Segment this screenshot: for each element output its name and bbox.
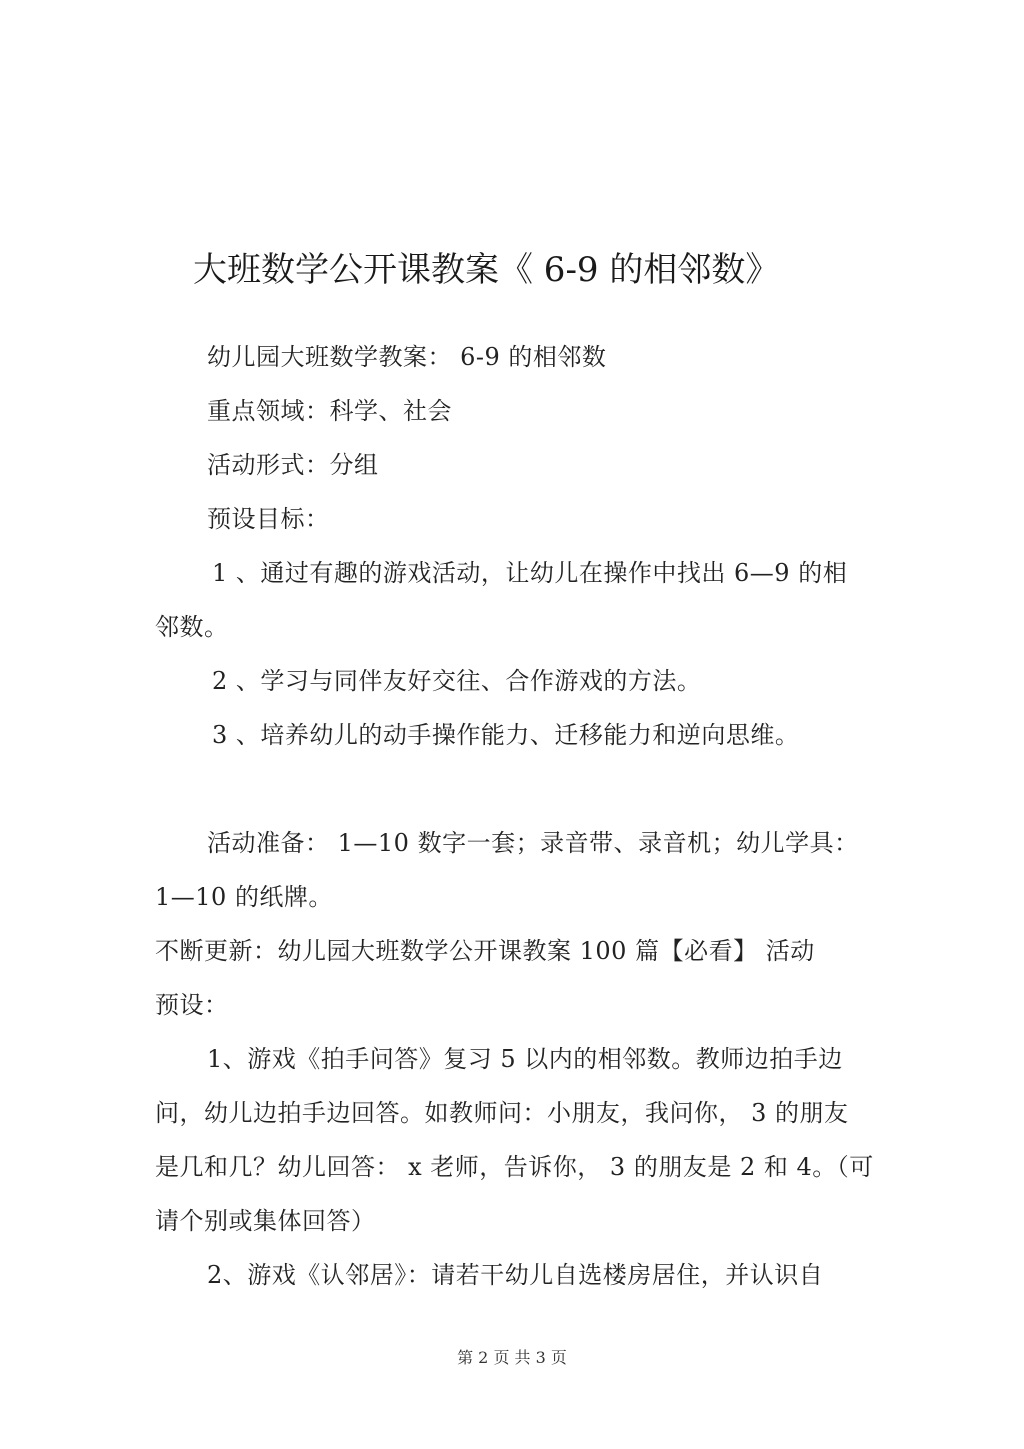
text-line-lesson-name: 幼儿园大班数学教案： 6-9 的相邻数 [207, 343, 607, 371]
text-line-preparation: 活动准备： 1—10 数字一套；录音带、录音机；幼儿学具： [207, 829, 859, 857]
text-line-goal-1-cont: 邻数。 [155, 613, 229, 641]
text-line-game-1-cont-b: 是几和几？幼儿回答： x 老师，告诉你， 3 的朋友是 2 和 4。（可 [155, 1153, 874, 1181]
text-line-game-1-cont-a: 问，幼儿边拍手边回答。如教师问：小朋友，我问你， 3 的朋友 [155, 1099, 849, 1127]
text-line-goal-1: 1 、通过有趣的游戏活动，让幼儿在操作中找出 6—9 的相 [212, 559, 848, 587]
text-line-update-note: 不断更新：幼儿园大班数学公开课教案 100 篇【必看】 活动 [155, 937, 815, 965]
document-title: 大班数学公开课教案《 6-9 的相邻数》 [193, 250, 780, 290]
text-line-activity-form: 活动形式：分组 [207, 451, 379, 479]
page-footer: 第 2 页 共 3 页 [457, 1348, 567, 1367]
text-line-goals-heading: 预设目标： [207, 505, 330, 533]
text-line-game-1-cont-c: 请个别或集体回答） [155, 1207, 376, 1235]
text-line-game-1: 1、游戏《拍手问答》复习 5 以内的相邻数。教师边拍手边 [207, 1045, 843, 1073]
text-line-key-area: 重点领域：科学、社会 [207, 397, 452, 425]
text-line-game-2: 2、游戏《认邻居》：请若干幼儿自选楼房居住，并认识自 [207, 1261, 824, 1289]
text-line-goal-2: 2 、学习与同伴友好交往、合作游戏的方法。 [212, 667, 702, 695]
text-line-preparation-cont: 1—10 的纸牌。 [155, 883, 333, 911]
text-line-activity-preset: 预设： [155, 991, 229, 1019]
text-line-goal-3: 3 、培养幼儿的动手操作能力、迁移能力和逆向思维。 [212, 721, 800, 749]
